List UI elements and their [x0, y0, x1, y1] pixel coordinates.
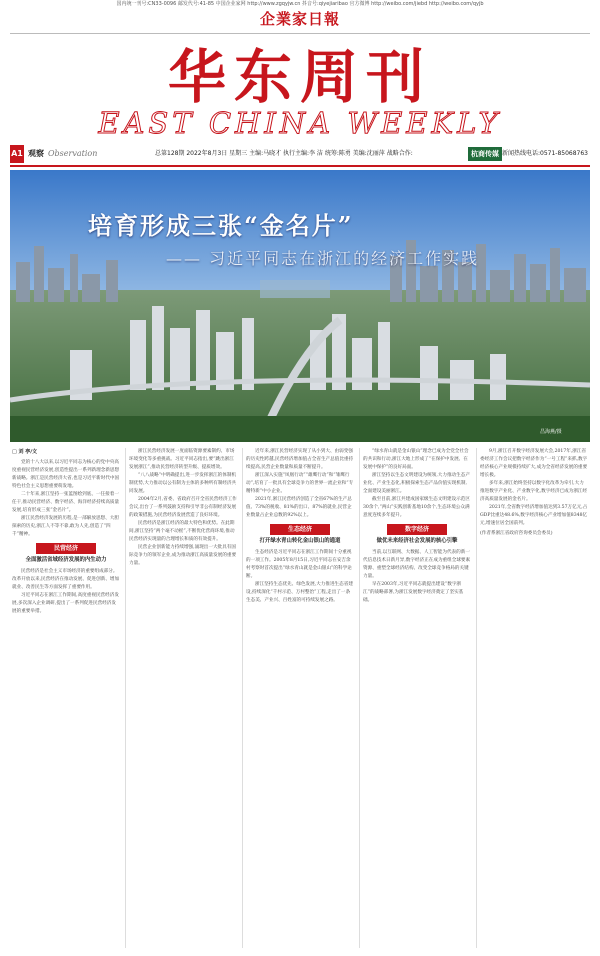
paragraph: 二十年来,浙江坚持一张蓝图绘到底、一任接着一任干,推动民营经济、数字经济、海洋经济持续高质量发展,培育形成三张“金名片”。: [12, 492, 120, 513]
subsection-subtitle: 全面激活省域经济发展的内生动力: [25, 557, 107, 563]
column-divider: [125, 448, 126, 948]
section-name: 观察: [28, 149, 44, 158]
paragraph: 党的十八大以来,以习近平同志为核心的党中央高度重视民营经济发展,创造性提出一系列新理念新思想新战略。浙江是民营经济大省,也是习近平新时代中国特色社会主义思想重要萌发地。: [12, 460, 120, 489]
paragraph: 浙江深入实施“凤凰行动”“雄鹰行动”和“雏鹰行动”,培育了一批具有全球竞争力的世界一流企业和“专精特新”中小企业。: [246, 473, 354, 494]
paragraph: 近年来,浙江民营经济实现了从小到大、由弱变强的历史性跨越,民营经济增加值占全省生产总值比重持续提高,民营企业数量和质量不断提升。: [246, 449, 354, 470]
column-divider: [359, 448, 360, 948]
article-column-1: [12, 448, 120, 616]
article-body: [12, 448, 588, 948]
paragraph: 民营企业创新能力持续增强,涌现出一大批具有国际竞争力的领军企业,成为推动浙江高质量发展的重要力量。: [129, 545, 237, 566]
paragraph: 当前,以互联网、大数据、人工智能为代表的新一代信息技术日新月异,数字经济正在成为重组全球要素资源、重塑全球经济结构、改变全球竞争格局的关键力量。: [363, 550, 471, 579]
paper-name: 企業家日報: [259, 10, 340, 28]
paragraph: 9月,浙江召开数字经济发展大会,2017年,浙江省委经济工作会议把数字经济作为“一号工程”来抓,数字经济核心产业规模持续扩大,成为全省经济发展的重要增长极。: [480, 449, 588, 478]
article-column-3: [246, 448, 354, 605]
subsection-title: 数字经济: [387, 524, 447, 535]
article-column-4: [363, 448, 471, 605]
hotline: 新闻热线电话:0571-85068763: [502, 150, 588, 157]
paragraph: 浙江民营经济发展的历程,是一部解放思想、大胆探索的历史,浙江人不等不靠,敢为人先,创造了“四千”精神。: [12, 516, 119, 537]
paragraph: 2021年,浙江民营经济创造了全省67%的生产总值、73%的税收、81%的出口、87%的就业,民营企业数量占企业总数的92%以上。: [246, 497, 352, 518]
author-note: (作者系浙江省政府咨询委员会委员): [480, 531, 553, 536]
paragraph: 2004年2月,省委、省政府召开全省民营经济工作会议,出台了一系列鼓励支持和引导非公有制经济发展的政策措施,为民营经济发展营造了良好环境。: [129, 497, 237, 518]
paragraph: 浙江坚持以生态文明建设为统领,大力推动生态产业化、产业生态化,积极探索生态产品价值实现机制,全面建设美丽浙江。: [363, 473, 470, 494]
paragraph: 浙江民营经济发展一度面临资源要素制约、市场环境变化等多重挑战。习近平同志指出,要“跳出浙江发展浙江”,推动民营经济转型升级、提质增效。: [129, 449, 235, 470]
subsection-subtitle: 打开绿水青山转化金山银山的通道: [259, 538, 341, 544]
article-column-2: [129, 448, 237, 568]
issue-meta: 总第128期 2022年8月3日 星期三 主编:马晓才 执行主编:李 洁 统筹:陈勇 美编:沈丽萍 战略合作:: [155, 150, 413, 157]
page-title-en: EAST CHINA WEEKLY: [98, 106, 502, 140]
partner-logo: 杭商传媒: [468, 147, 502, 161]
column-divider: [242, 448, 243, 948]
paragraph: 2021年,全省数字经济增加值达到3.57万亿元,占GDP比重达48.6%,数字经济核心产业增加值8348亿元,增速位居全国前列。: [480, 505, 588, 526]
column-divider: [476, 448, 477, 948]
paragraph: “绿水青山就是金山银山”理念已成为全党全社会的共识和行动,浙江大地上形成了“在保护中发展、在发展中保护”的良好局面。: [363, 449, 469, 470]
section-name-en: Observation: [48, 149, 98, 158]
paragraph: 民营经济是浙江经济的最大特色和优势。在此期间,浙江坚持“两个毫不动摇”,不断优化营商环境,推动民营经济实现量的合理增长和质的有效提升。: [129, 521, 235, 542]
page-title: 华东周刊: [167, 43, 432, 111]
subsection-title: 民营经济: [36, 543, 96, 554]
paragraph: 早在2003年,习近平同志就提出建设“数字浙江”的战略部署,为浙江发展数字经济奠定了坚实基础。: [363, 582, 464, 603]
paragraph: 生态经济是习近平同志在浙江工作期间十分重视的一项工作。2005年8月15日,习近平同志在安吉余村考察时首次提出“绿水青山就是金山银山”的科学论断。: [246, 550, 352, 579]
top-rule: [10, 33, 590, 34]
paragraph: 民营经济是社会主义市场经济的重要组成部分。改革开放以来,民营经济在推动发展、促进创新、增加就业、改善民生等方面发挥了重要作用。: [12, 569, 120, 590]
paragraph: 截至目前,浙江共建成国家级生态文明建设示范区30余个,“两山”实践创新基地10余个,生态环境公众满意度连续多年提升。: [363, 497, 470, 518]
subsection-title: 生态经济: [270, 524, 330, 535]
paragraph: 浙江坚持生态优先、绿色发展,大力推进生态省建设,持续深化“千村示范、万村整治”工程,走出了一条生态美、产业兴、百姓富的可持续发展之路。: [246, 582, 353, 603]
paragraph: “八八战略”中明确提出,进一步发挥浙江的体制机制优势,大力推动以公有制为主体的多种所有制经济共同发展。: [129, 473, 237, 494]
top-info-line: 国内统一刊号:CN33-0096 邮发代号:41-85 中国企业家网 http://www.zgqyjw.cn 抖音号:qiyejiaribao 官方微博 http://weibo.com/jiebd http://weibo.com/qyjb: [116, 1, 484, 7]
article-column-5: [480, 448, 588, 538]
photo-credit: 昌海燕/摄: [540, 429, 562, 435]
page-number: A1: [10, 145, 24, 163]
subsection-subtitle: 做优未来经济社会发展的核心引擎: [376, 538, 458, 544]
headline: 培育形成三张“金名片”: [88, 211, 354, 240]
paragraph: 多年来,浙江始终坚持以数字化改革为牵引,大力推进数字产业化、产业数字化,数字经济已成为浙江经济高质量发展的金名片。: [480, 481, 588, 502]
byline: □ 刘 亭/文: [12, 449, 38, 455]
paragraph: 习近平同志在浙江工作期间,高度重视民营经济发展,多次深入企业调研,提出了一系列促进民营经济发展的重要举措。: [12, 593, 119, 614]
subheadline: —— 习近平同志在浙江的经济工作实践: [166, 249, 480, 268]
info-bar: [10, 145, 590, 163]
red-rule: [10, 165, 590, 167]
